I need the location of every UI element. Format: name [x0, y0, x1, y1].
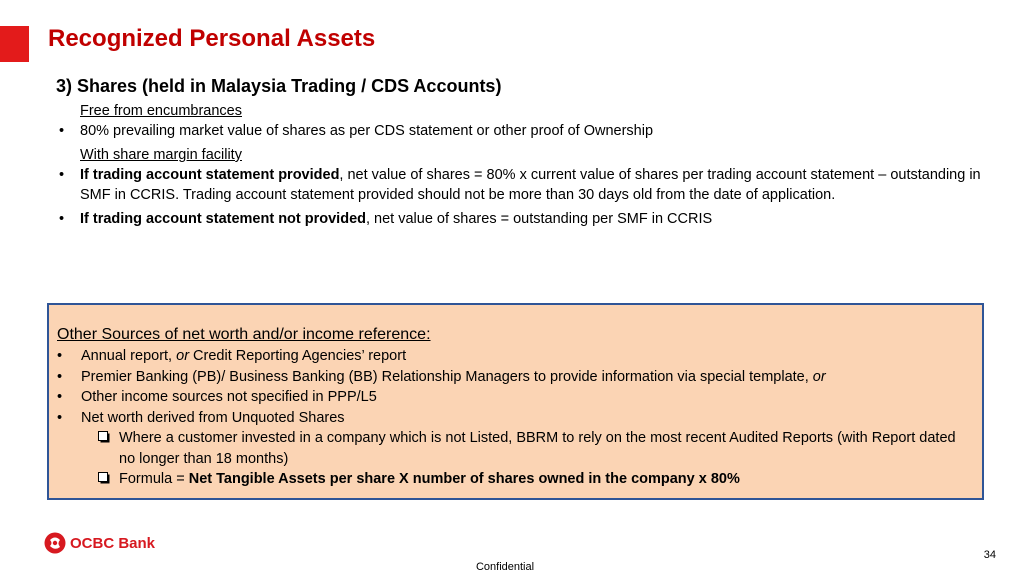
list-item-text: Credit Reporting Agencies’ report [189, 348, 407, 364]
bullet-icon: • [57, 389, 63, 405]
list-item-text: Net worth derived from Unquoted Shares [81, 409, 345, 426]
list-item [57, 387, 974, 408]
logo-text: OCBC Bank [70, 534, 156, 552]
margin-facility-heading: With share margin facility [80, 147, 242, 163]
list-item [56, 165, 986, 205]
sub-list-item-bold: Net Tangible Assets per share X number of shares owned in the company x 80% [188, 471, 740, 487]
sub-list-item [57, 469, 974, 490]
list-item-italic: or [812, 368, 826, 385]
list-item-text: Annual report, [81, 348, 177, 364]
list-item-text: , net value of shares = outstanding per SMF in CCRIS [366, 211, 713, 227]
sub-list-item [57, 428, 974, 469]
ocbc-logo [44, 532, 155, 554]
checkbox-bullet-icon [98, 431, 110, 443]
bullet-icon: • [57, 368, 63, 385]
slide-title: Recognized Personal Assets [48, 25, 376, 52]
list-item [57, 346, 974, 367]
list-item [57, 367, 974, 388]
accent-bar [0, 26, 29, 62]
list-item-italic: or [176, 348, 190, 364]
free-encumbrances-heading: Free from encumbrances [80, 103, 242, 119]
list-item [56, 121, 986, 141]
ocbc-logo-icon [44, 532, 66, 554]
bullet-icon: • [57, 348, 63, 364]
list-item-bold: If trading account statement provided [80, 167, 340, 183]
bullet-icon: • [57, 409, 63, 426]
section-heading: 3) Shares (held in Malaysia Trading / CDS Accounts) [56, 76, 502, 96]
list-item [57, 408, 974, 429]
checkbox-bullet-icon [98, 472, 110, 484]
list-item-bold: If trading account statement not provided [80, 211, 366, 227]
bullet-icon: • [59, 167, 65, 183]
list-item [56, 209, 986, 229]
page-number: 34 [983, 549, 996, 561]
other-sources-box [47, 303, 984, 500]
shares-section [56, 75, 986, 229]
sub-list-item-text: Formula = [119, 471, 189, 487]
list-item-text: Other income sources not specified in PPP/L5 [81, 389, 377, 405]
list-item-text: 80% prevailing market value of shares as per CDS statement or other proof of Ownership [80, 123, 654, 139]
list-item-text: Premier Banking (PB)/ Business Banking (BB) Relationship Managers to provide information via special template, [81, 368, 813, 385]
bullet-icon: • [59, 211, 65, 227]
list-item-text: , net value of shares = 80% x current value of shares per trading account statement – outstanding in SMF in CCRIS. Trading account statement provided should not be more than 30 days old from the date of application. [80, 167, 981, 203]
sub-list-item-text: Where a customer invested in a company which is not Listed, BBRM to rely on the most recent Audited Reports (with Report dated no longer than 18 months) [119, 430, 956, 467]
confidential-label: Confidential [475, 561, 535, 573]
bullet-icon: • [59, 123, 65, 139]
box-heading: Other Sources of net worth and/or income reference: [57, 326, 431, 343]
